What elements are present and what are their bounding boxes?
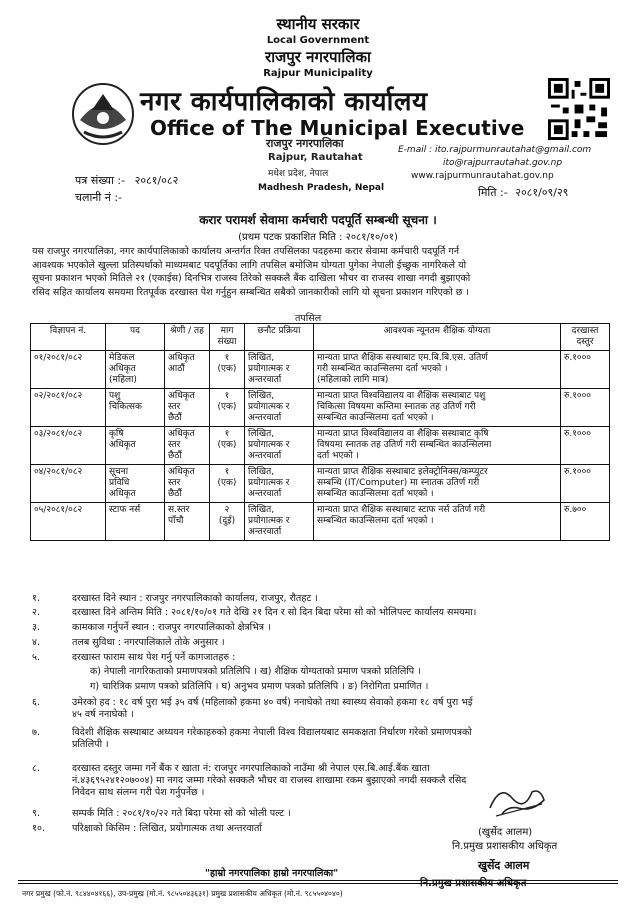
intro-line: यस राजपुर नगरपालिका, नगर कार्यपालिकाको कार्यालय अन्तर्गत रिक्त तपसिलका पदहरुमा करार सेवामा कर्मचारी पदपूर्ति गर्न [32,246,460,257]
cell-level [165,351,210,389]
cell-count-line: (एक) [217,402,237,412]
condition-line: सम्पर्क मिति : २०८१/१०/२२ गते बिदा परेमा सो को भोली पल्ट । [72,808,291,819]
cell-count [210,503,245,541]
cell-level-line: स्तर [168,440,181,450]
cell-level [165,503,210,541]
cell-level-line: अधिकृत [168,391,195,401]
cell-level-line: अधिकृत [168,467,195,477]
cell-process-line: अन्तरवार्ता [248,489,282,499]
condition-text [72,607,476,619]
cell-process [245,389,314,427]
condition-number: ३. [32,622,40,633]
table-caption: तपसिल [295,313,322,324]
date-value: २०८१/०९/२९ [515,186,569,199]
cell-level-line: स्तर [168,478,181,488]
intro-line: सूचना प्रकाशन भएको मितिले २१ (एकाईस) दिनभित्र राजस्व तिरेको सक्कलै बैंक दाखिला भौचर वा राजस्व शाखा नगदी बुझाएको [32,273,471,284]
muni-np: राजपुर नगरपालिका [265,48,371,66]
cell-process-line: लिखित, [248,391,275,401]
date-label: मिति :- [478,186,508,199]
cell-level-line: स.स्तर [168,505,190,515]
office-en: Office of The Municipal Executive [150,116,525,140]
cell-fee: रु.१००० [561,465,610,503]
patra-label: पत्र संख्या :- [75,174,126,187]
gov-np: स्थानीय सरकार [276,15,360,33]
cell-process-line: लिखित, [248,429,275,439]
cell-fee: रु.१००० [561,427,610,465]
table-row [31,351,610,389]
condition-line: ग) चारित्रिक प्रमाण पत्रको प्रतिलिपि । घ) अनुभव प्रमाण पत्रको प्रतिलिपि । ङ) निरोगिता प्रमाणित । [90,681,429,692]
cell-qualification-line: सम्बन्धित काउन्सिलमा दर्ता भएको । [317,489,434,499]
nepal-emblem-icon [70,80,136,146]
cell-process-line: लिखित, [248,353,275,363]
cell-process [245,351,314,389]
cell-qualification [314,427,561,465]
cell-qualification-line: मान्यता प्राप्त विश्वविद्यालय वा शैक्षिक सस्थाबाट पशु [317,391,486,401]
cell-qualification-line: गरी सम्बन्धित काउन्सिलमा दर्ता भएको । [317,364,448,374]
signatory-stamp-title: नि.प्रमुख प्रशासकीय अधिकृत [420,878,527,889]
col-qualification: आवश्यक न्यूनतम शैक्षिक योग्यता [314,324,561,351]
condition-line: ४५ वर्ष ननाघेको । [72,709,134,720]
cell-post-line: अधिकृत [109,440,136,450]
posts-table [30,323,610,541]
cell-qualification-line: सम्बन्धित काउन्सिलमा दर्ता भएको । [317,413,434,423]
cell-count-line: (दुई) [218,516,236,526]
cell-level [165,427,210,465]
date-row [478,185,568,200]
cell-qualification-line: चिकित्सा विषयमा कम्तिमा स्नातक तह उतिर्ण गरी [317,402,476,412]
cell-post-line: अधिकृत [109,364,136,374]
cell-qualification [314,503,561,541]
cell-process [245,427,314,465]
cell-level-line: आठौं [168,364,185,374]
condition-line: दरखास्त दिने स्थान : राजपुर नगरपालिकाको कार्यालय, राजपुर, रौतहट । [72,593,318,604]
patra-value: २०८१/०८२ [134,174,179,187]
cell-qualification-line: सम्बन्धि (IT/Computer) मा स्नातक उतिर्ण गरी [317,478,480,488]
gov-en: Local Government [266,35,370,46]
cell-ad-no: ०१/२०८१/०८२ [31,351,106,389]
condition-line: निवेदन साथ संलग्न गरी पेश गर्नुपर्नेछ । [72,787,205,798]
cell-process [245,465,314,503]
cell-qualification-line: दर्ता भएको । [317,451,359,461]
cell-post-line: अधिकृत [109,489,136,499]
cell-post-line: कृषि [109,429,124,439]
cell-ad-no: ०५/२०८१/०८२ [31,503,106,541]
email-1[interactable]: E-mail : ito.rajpurmunrautahat@gmail.com [398,145,592,155]
cell-ad-no: ०४/२०८१/०८२ [31,465,106,503]
condition-text [90,666,421,678]
footer-slogan: "हाम्रो नगरपालिका हाम्रो नगरपालिका" [205,868,339,879]
condition-number: ४. [32,637,40,648]
condition-text [72,697,473,721]
signatory-name: (खुर्सेद आलम) [478,827,533,838]
condition-number: ८. [32,763,40,774]
cell-level-line: छैठौं [168,413,182,423]
condition-line: नं.४३६९५२४१२०७००४) मा नगद जम्मा गरेको सक्कलै भौचर वा राजस्व शाखामा रकम बुझाएको नगदी सक्कलै रसिद [72,775,467,786]
office-np: नगर कार्यपालिकाको कार्यालय [140,87,428,117]
condition-line: कामकाज गर्नुपर्ने स्थान : राजपुर नगरपालिकाको क्षेत्रभित्र । [72,622,271,633]
address: Madhesh Pradesh, Nepal [258,183,385,193]
condition-number: ९. [32,808,40,819]
cell-process-line: अन्तरवार्ता [248,413,282,423]
cell-process-line: लिखित, [248,467,275,477]
cell-post [106,427,165,465]
cell-count [210,427,245,465]
cell-post [106,389,165,427]
cell-post-line: चिकित्सक [109,402,142,412]
cell-count [210,465,245,503]
cell-fee: रु.१००० [561,389,610,427]
condition-number: १०. [32,823,45,834]
cell-post [106,465,165,503]
cell-qualification [314,351,561,389]
condition-text [72,593,318,605]
footer-contacts: नगर प्रमुख (फो.नं. ९८४४०४१६६), उप-प्रमुख (मो.नं. ९८५५०४३६३१) प्रमुख प्रशासकीय अधिकृत (मो.नं. ९८५५०४०४०) [22,889,343,898]
cell-level-line: पाँचौ [168,516,184,526]
cell-process-line: प्रयोगात्मक र [248,516,290,526]
signature-icon [482,778,552,822]
signatory-stamp-name: खुर्सेद आलम [478,859,530,872]
office-stamp [262,128,372,180]
cell-count-line: (एक) [217,478,237,488]
col-post: पद [106,324,165,351]
cell-process-line: लिखित, [248,505,275,515]
condition-line: परिक्षाको किसिम : लिखित, प्रयोगात्मक तथा अन्तरवार्ता [72,823,262,834]
cell-count-line: २ [224,505,230,515]
cell-process-line: प्रयोगात्मक र [248,402,290,412]
condition-line: दरखास्त दस्तुर जम्मा गर्ने बैंक र खाता नं: राजपुर नगरपालिकाको नाउँमा श्री नेपाल एस.बि.आई.बैंक खाता [72,763,430,774]
cell-process-line: प्रयोगात्मक र [248,364,290,374]
cell-fee: रु.१००० [561,351,610,389]
condition-text [72,652,235,664]
condition-text [72,727,472,751]
table-row [31,503,610,541]
col-fee: दरखास्त दस्तुर [561,324,610,351]
website[interactable]: www.rajpurmunrautahat.gov.np [411,171,554,181]
cell-level-line: छैठौं [168,489,182,499]
cell-count [210,389,245,427]
intro-line: रसिद सहित कार्यालय समयमा रितपूर्वक दरखास्त पेश गर्नुहुन सम्बन्धित सबैको जानकारीको लागि यो सूचना प्रकाशन गरिएको छ । [32,286,469,298]
chalani-row [75,190,122,205]
cell-count-line: (एक) [217,364,237,374]
cell-fee: रु.७०० [561,503,610,541]
cell-post [106,503,165,541]
cell-qualification-line: मान्यता प्राप्त विश्वविद्यालय वा शैक्षिक सस्थाबाट कृषि [317,429,489,439]
cell-process-line: अन्तरवार्ता [248,527,282,537]
cell-count-line: १ [224,429,230,439]
condition-number: २. [32,607,40,618]
table-row [31,465,610,503]
cell-post-line: सूचना [109,467,129,477]
condition-line: प्रतिलिपी । [72,739,109,750]
cell-count-line: १ [224,353,230,363]
condition-line: उमेरको हद : १८ वर्ष पुरा भई ३५ वर्ष (महिलाको हकमा ४० वर्ष) ननाघेको तथा स्वास्थ्य सेवाको हकमा १८ वर्ष पुरा भई [72,697,473,708]
cell-post [106,351,165,389]
cell-process-line: प्रयोगात्मक र [248,478,290,488]
condition-text [72,637,225,649]
condition-line: तलब सुविधा : नगरपालिकाले तोके अनुसार । [72,637,225,648]
cell-qualification [314,465,561,503]
cell-qualification-line: सम्बन्धित काउन्सिलमा दर्ता भएको । [317,516,434,526]
table-row [31,427,610,465]
cell-level-line: अधिकृत [168,353,195,363]
cell-post-line: (महिला) [109,375,137,385]
cell-qualification-line: मान्यता प्राप्त शैक्षिक सस्थाबाट स्टाफ नर्स उतिर्ण गरी [317,505,486,515]
cell-process-line: अन्तरवार्ता [248,451,282,461]
stamp-line-3: मधेश प्रदेश, नेपाल [268,169,329,179]
cell-qualification-line: विषयमा स्नातक तह उतिर्ण गरी सम्बन्धित काउन्सिलमा [317,440,492,450]
cell-qualification-line: मान्यता प्राप्त शैक्षिक सस्थाबाट एम.बि.बि.एस. उतिर्ण [317,353,488,363]
signatory-title: नि.प्रमुख प्रशासकीय अधिकृत [452,841,558,852]
cell-post-line: पशु [109,391,121,401]
cell-qualification-line: (महिलाको लागि मात्र) [317,375,389,385]
cell-qualification-line: मान्यता प्राप्त शैक्षिक सस्थाबाट इलेक्ट्रोनिक्स/कम्प्युटर [317,467,488,477]
col-process: छनौट प्रक्रिया [245,324,314,351]
stamp-line-2: Rajpur, Rautahat [268,152,363,163]
patra-row [75,173,178,188]
condition-number: ५. [32,652,40,663]
col-count: माग संख्या [210,324,245,351]
cell-qualification [314,389,561,427]
cell-count [210,351,245,389]
muni-en: Rajpur Municipality [263,68,373,79]
condition-text [72,763,466,799]
cell-process-line: प्रयोगात्मक र [248,440,290,450]
intro-paragraph [32,245,470,299]
table-row [31,389,610,427]
cell-ad-no: ०३/२०८१/०८२ [31,427,106,465]
cell-count-line: (एक) [217,440,237,450]
condition-line: विदेशी शैक्षिक सस्थाबाट अध्ययन गरेकाहरुको हकमा नेपाली विश्व विद्यालयबाट समकक्षता निर्धारण गरेको प्रमाणपत्रको [72,727,472,738]
condition-text [90,681,428,693]
qr-code-icon[interactable] [548,78,610,140]
condition-line: क) नेपाली नागरिकताको प्रमाणपत्रको प्रतिलिपि । ख) शैक्षिक योग्यताको प्रमाण पत्रको प्रतिलिपि । [90,666,421,677]
cell-post-line: स्टाफ नर्स [109,505,141,515]
cell-process-line: अन्तरवार्ता [248,375,282,385]
condition-text [72,622,271,634]
condition-text [72,823,262,835]
cell-level [165,389,210,427]
cell-level-line: स्तर [168,402,181,412]
email-2[interactable]: ito@rajpurrautahat.gov.np [443,158,563,168]
cell-level-line: अधिकृत [168,429,195,439]
condition-number: ६. [32,697,40,708]
cell-ad-no: ०२/२०८१/०८२ [31,389,106,427]
col-ad-no: विज्ञापन नं. [31,324,106,351]
cell-level [165,465,210,503]
footer-divider [18,883,618,884]
col-level: श्रेणी / तह [165,324,210,351]
condition-line: दरखास्त फाराम साथ पेश गर्नु पर्ने कागजातहरु : [72,652,236,663]
condition-number: १. [32,593,40,604]
table-header-row [31,324,610,351]
footer-divider [18,880,618,881]
intro-line: आवश्यक भएकोले खुल्ला प्रतिस्पर्धाको माध्यमबाट पदपूर्तिका लागि तपसिल बमोजिम योग्यता पुगेका नेपाली ईच्छुक नागरिकले यो [32,259,467,271]
cell-post-line: प्रविधि [109,478,130,488]
notice-title: करार परामर्श सेवामा कर्मचारी पदपूर्ति सम्बन्धी सूचना । [199,213,437,227]
chalani-label: चलानी नं :- [75,191,123,204]
condition-text [72,808,291,820]
cell-post-line: मेडिकल [109,353,135,363]
cell-level-line: छैठौं [168,451,182,461]
cell-count-line: १ [224,467,230,477]
stamp-line-1: राजपुर नगरपालिका [266,137,344,150]
cell-process [245,503,314,541]
condition-line: दरखास्त दिने अन्तिम मिति : २०८१/१०/०१ गते देखि २१ दिन र सो दिन बिदा परेमा सो को भोलिपल्ट कार्यालय समयमा। [72,607,477,618]
notice-subtitle: (प्रथम पटक प्रकाशित मिति : २०८१/१०/०१) [238,232,398,243]
cell-count-line: १ [224,391,230,401]
condition-number: ७. [32,727,40,738]
